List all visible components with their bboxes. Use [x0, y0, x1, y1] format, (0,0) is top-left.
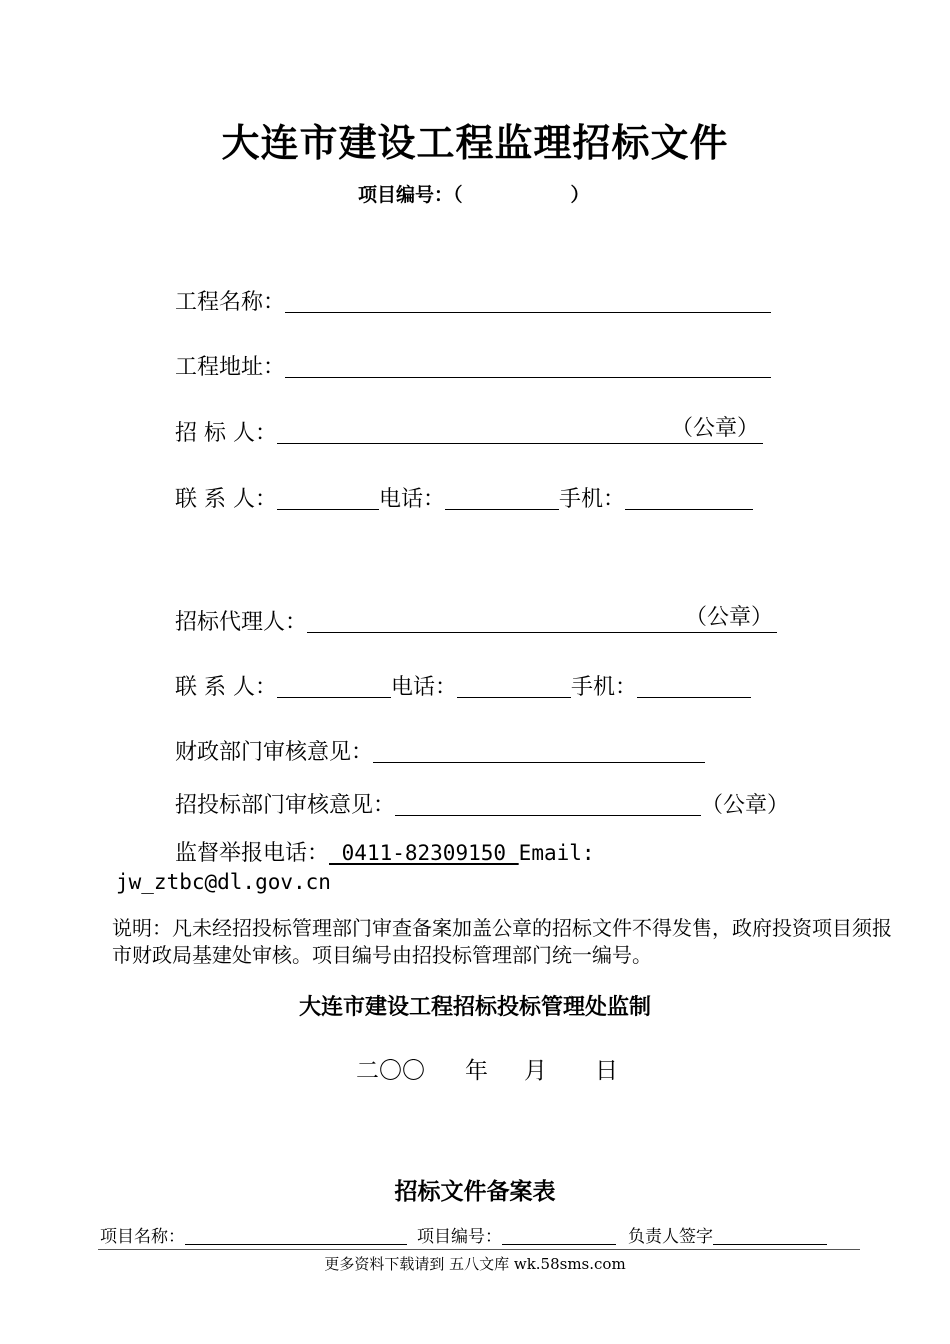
tenderer-label: 招 标 人：	[175, 421, 277, 446]
record-name-label: 项目名称：	[100, 1227, 185, 1247]
contact-blank-1[interactable]	[277, 483, 379, 510]
footer-text: 更多资料下载请到 五八文库 wk.58sms.com	[324, 1255, 626, 1273]
tenderer-blank[interactable]	[277, 417, 763, 444]
project-name-blank[interactable]	[285, 286, 771, 313]
footer-divider	[98, 1249, 860, 1250]
project-number-line	[358, 180, 590, 207]
contact-label-1: 联 系 人：	[175, 487, 277, 512]
project-number-open-paren: （	[453, 184, 463, 206]
bidding-review-row	[175, 785, 789, 817]
contact-blank-2[interactable]	[277, 671, 391, 698]
hotline-row	[175, 837, 595, 869]
record-number-blank[interactable]	[502, 1226, 616, 1245]
project-name-label: 工程名称：	[175, 290, 286, 315]
phone-blank-1[interactable]	[445, 483, 559, 510]
record-signer-blank[interactable]	[713, 1226, 827, 1245]
mobile-label-1: 手机：	[559, 487, 626, 512]
agent-blank[interactable]	[307, 606, 777, 633]
agent-seal-text: （公章）	[685, 605, 774, 630]
record-form-row	[100, 1222, 827, 1247]
date-year: 年	[465, 1058, 488, 1084]
note-paragraph: 说明：凡未经招投标管理部门审查备案加盖公章的招标文件不得发售，政府投资项目须报市财政局基建处审核。项目编号由招投标管理部门统一编号。	[112, 916, 892, 967]
hotline-label: 监督举报电话：	[175, 841, 330, 866]
finance-review-row	[175, 732, 705, 764]
agent-row	[175, 602, 777, 634]
date-line	[356, 1052, 618, 1085]
phone-blank-2[interactable]	[457, 671, 571, 698]
mobile-blank-1[interactable]	[625, 483, 753, 510]
contact-row-2	[175, 667, 751, 699]
finance-review-label: 财政部门审核意见：	[175, 740, 374, 765]
email-label: Email:	[518, 841, 595, 865]
contact-label-2: 联 系 人：	[175, 675, 277, 700]
bidding-review-blank[interactable]	[395, 789, 701, 816]
record-number-label: 项目编号：	[417, 1227, 502, 1247]
record-name-blank[interactable]	[185, 1226, 407, 1245]
mobile-label-2: 手机：	[571, 675, 638, 700]
hotline-number: 0411-82309150	[329, 841, 519, 865]
agent-label: 招标代理人：	[175, 610, 308, 635]
phone-label-2: 电话：	[391, 675, 458, 700]
record-signer-label: 负责人签字	[628, 1227, 713, 1247]
phone-label-1: 电话：	[379, 487, 446, 512]
email-row	[116, 866, 331, 898]
date-day: 日	[595, 1058, 618, 1084]
finance-review-blank[interactable]	[373, 736, 705, 763]
project-address-blank[interactable]	[285, 351, 771, 378]
project-number-close-paren: ）	[570, 184, 590, 206]
bidding-review-label: 招投标部门审核意见：	[175, 793, 396, 818]
date-prefix: 二〇〇	[356, 1058, 425, 1084]
date-month: 月	[524, 1058, 547, 1084]
project-number-label: 项目编号：	[358, 184, 454, 206]
document-title: 大连市建设工程监理招标文件	[221, 121, 729, 165]
tenderer-row	[175, 413, 763, 445]
issuing-bureau: 大连市建设工程招标投标管理处监制	[298, 995, 651, 1020]
contact-row-1	[175, 479, 753, 511]
mobile-blank-2[interactable]	[637, 671, 751, 698]
project-address-label: 工程地址：	[175, 355, 286, 380]
bidding-seal-text: （公章）	[701, 793, 790, 818]
record-form-title: 招标文件备案表	[394, 1179, 556, 1205]
email-value: jw_ztbc@dl.gov.cn	[116, 870, 331, 894]
project-address-row	[175, 347, 771, 379]
project-name-row	[175, 282, 771, 314]
tenderer-seal-text: （公章）	[670, 416, 759, 441]
